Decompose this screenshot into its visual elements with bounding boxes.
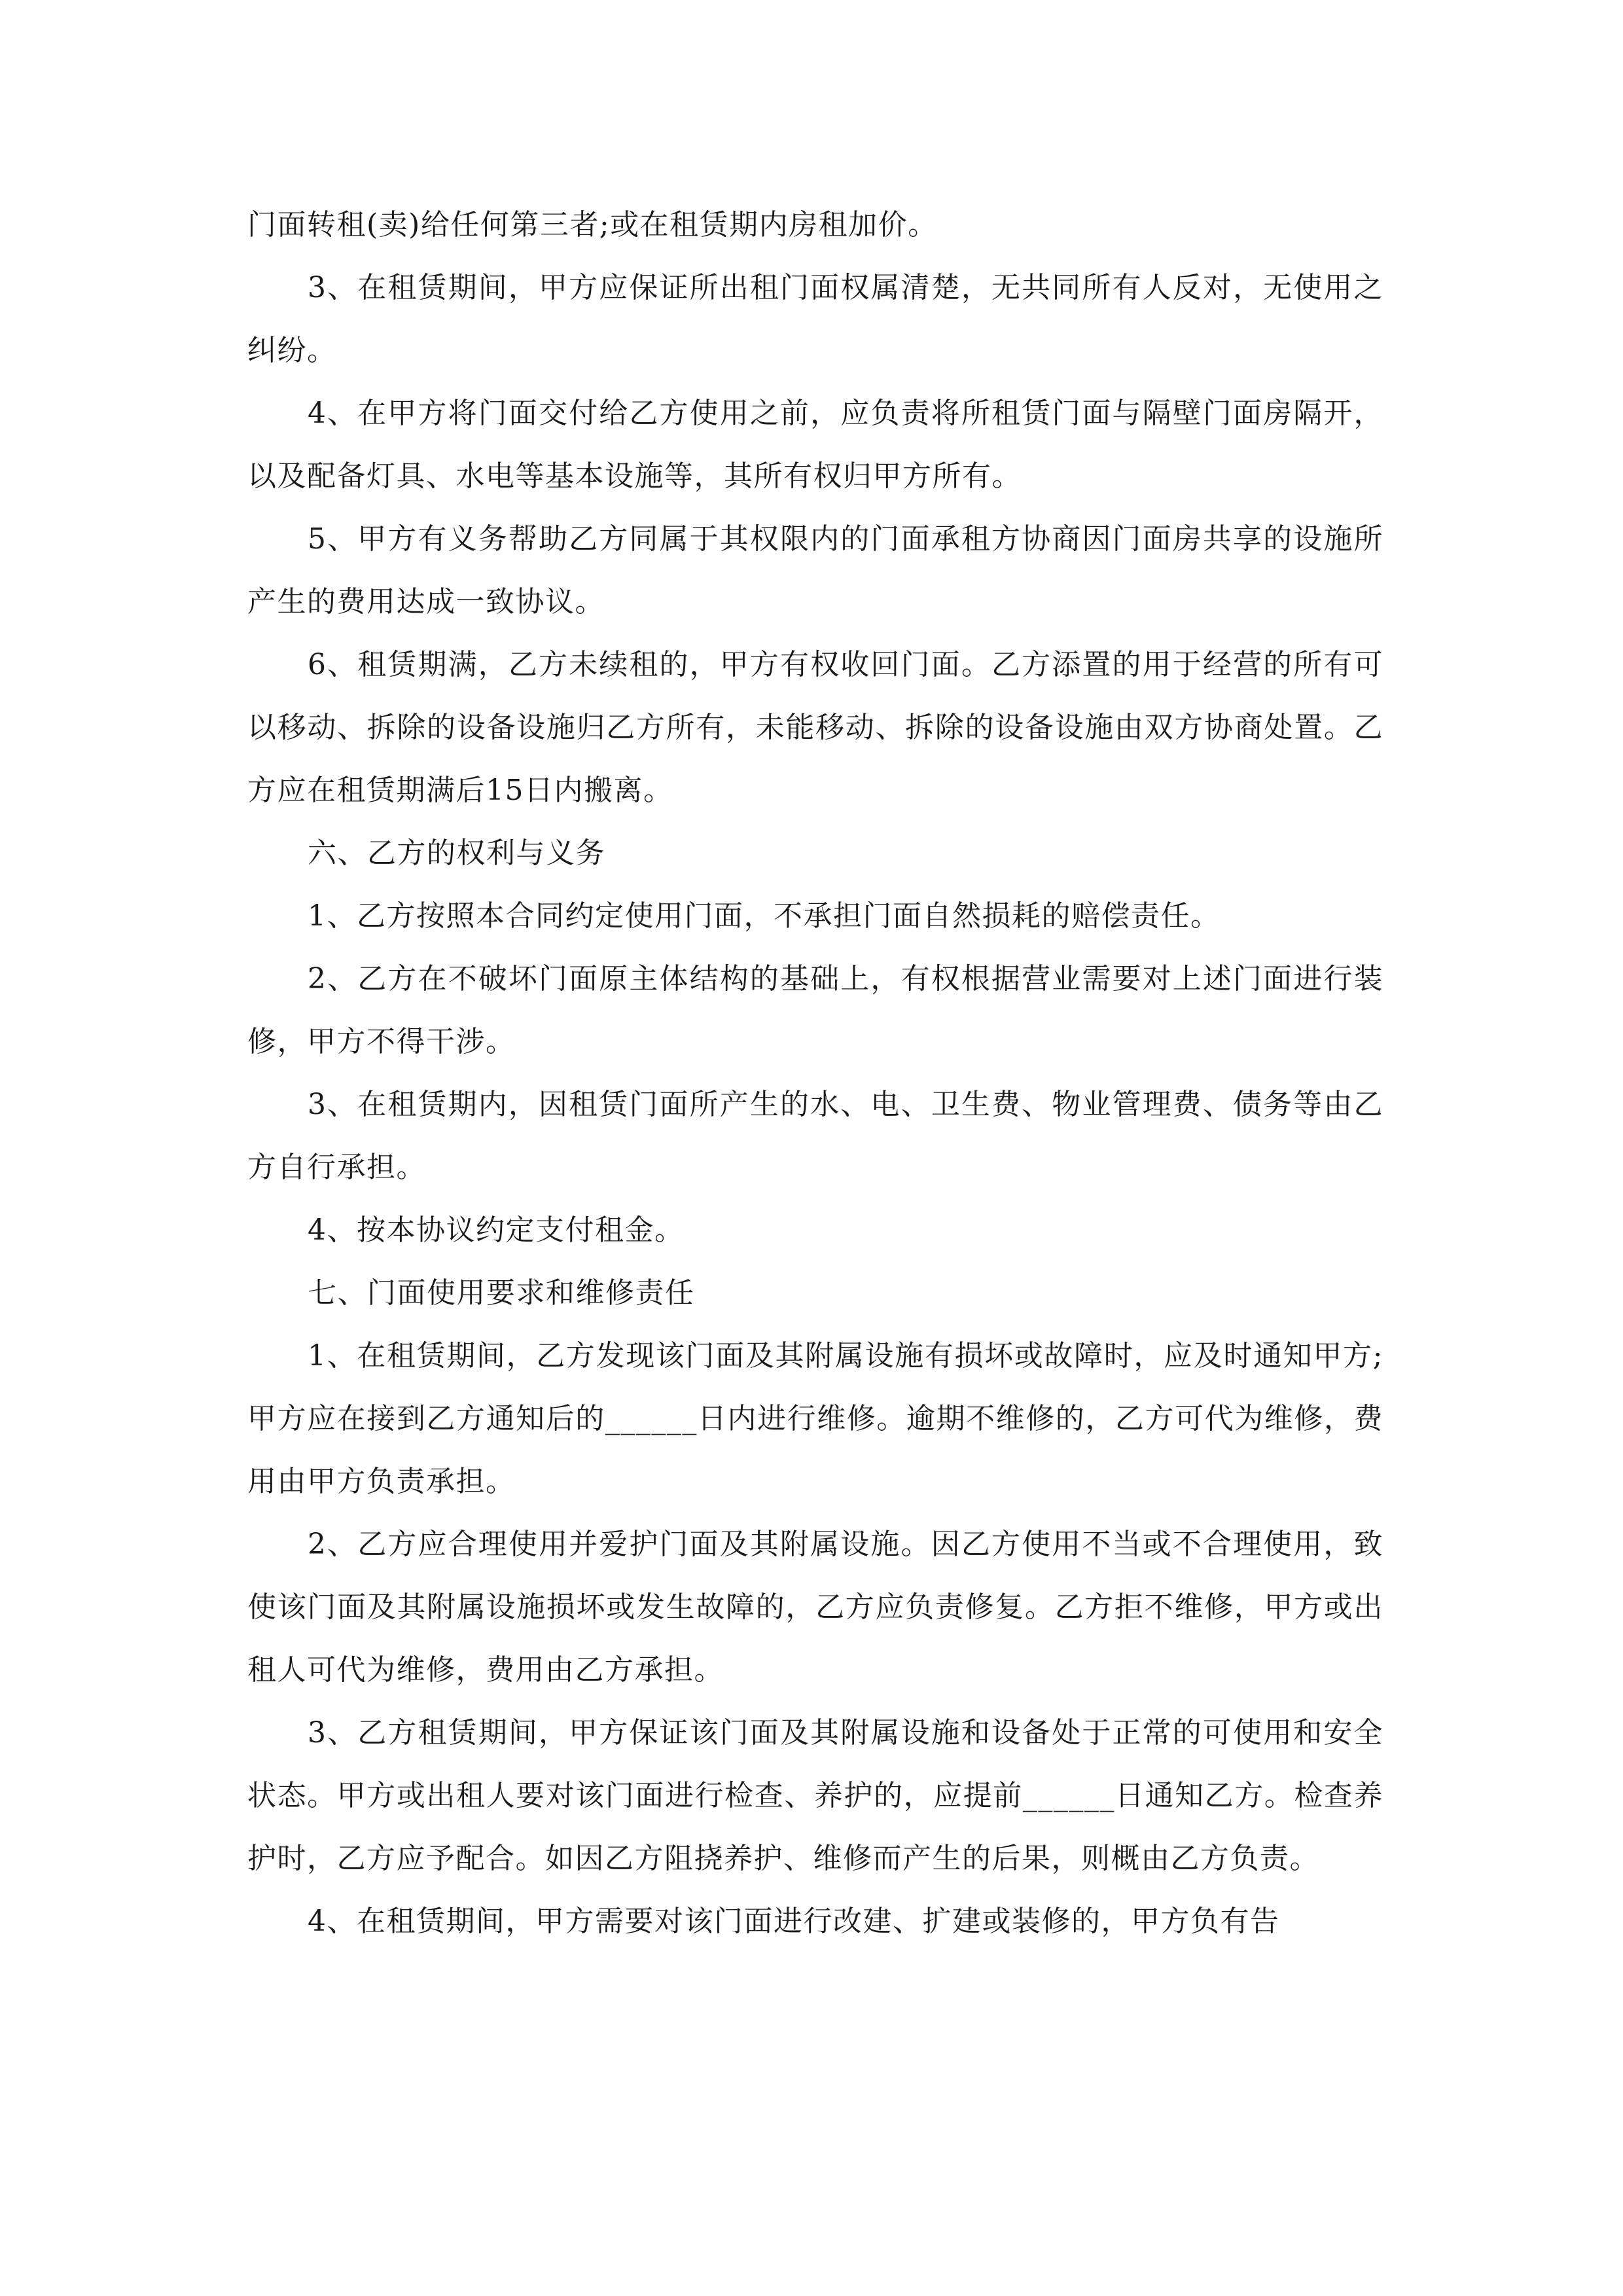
clause-5-5: 5、甲方有义务帮助乙方同属于其权限内的门面承租方协商因门面房共享的设施所产生的费用达成一致协议。 (247, 522, 1383, 619)
document-body (247, 194, 1383, 1953)
clause-6-2: 2、乙方在不破坏门面原主体结构的基础上，有权根据营业需要对上述门面进行装修，甲方不得干涉。 (247, 962, 1383, 1058)
section-heading-6: 六、乙方的权利与义务 (308, 836, 605, 870)
clause-5-3: 3、在租赁期间，甲方应保证所出租门面权属清楚，无共同所有人反对，无使用之纠纷。 (247, 271, 1383, 367)
clause-6-4: 4、按本协议约定支付租金。 (308, 1213, 685, 1247)
clause-7-1: 1、在租赁期间，乙方发现该门面及其附属设施有损坏或故障时，应及时通知甲方;甲方应在接到乙方通知后的______日内进行维修。逾期不维修的，乙方可代为维修，费用由甲方负责承担。 (247, 1339, 1383, 1498)
paragraph-continuation: 门面转租(卖)给任何第三者;或在租赁期内房租加价。 (247, 208, 938, 242)
clause-6-3: 3、在租赁期内，因租赁门面所产生的水、电、卫生费、物业管理费、债务等由乙方自行承担。 (247, 1088, 1383, 1184)
clause-6-1: 1、乙方按照本合同约定使用门面，不承担门面自然损耗的赔偿责任。 (308, 899, 1221, 933)
section-heading-7: 七、门面使用要求和维修责任 (308, 1276, 695, 1310)
clause-5-6: 6、租赁期满，乙方未续租的，甲方有权收回门面。乙方添置的用于经营的所有可以移动、拆除的设备设施归乙方所有，未能移动、拆除的设备设施由双方协商处置。乙方应在租赁期满后15日内搬离。 (247, 648, 1383, 807)
clause-7-3: 3、乙方租赁期间，甲方保证该门面及其附属设施和设备处于正常的可使用和安全状态。甲方或出租人要对该门面进行检查、养护的，应提前______日通知乙方。检查养护时，乙方应予配合。如因乙方阻挠养护、维修而产生的后果，则概由乙方负责。 (247, 1716, 1383, 1875)
clause-5-4: 4、在甲方将门面交付给乙方使用之前，应负责将所租赁门面与隔壁门面房隔开，以及配备灯具、水电等基本设施等，其所有权归甲方所有。 (247, 397, 1383, 493)
clause-7-4: 4、在租赁期间，甲方需要对该门面进行改建、扩建或装修的，甲方负有告 (308, 1905, 1280, 1938)
clause-7-2: 2、乙方应合理使用并爱护门面及其附属设施。因乙方使用不当或不合理使用，致使该门面及其附属设施损坏或发生故障的，乙方应负责修复。乙方拒不维修，甲方或出租人可代为维修，费用由乙方承担。 (247, 1528, 1383, 1687)
